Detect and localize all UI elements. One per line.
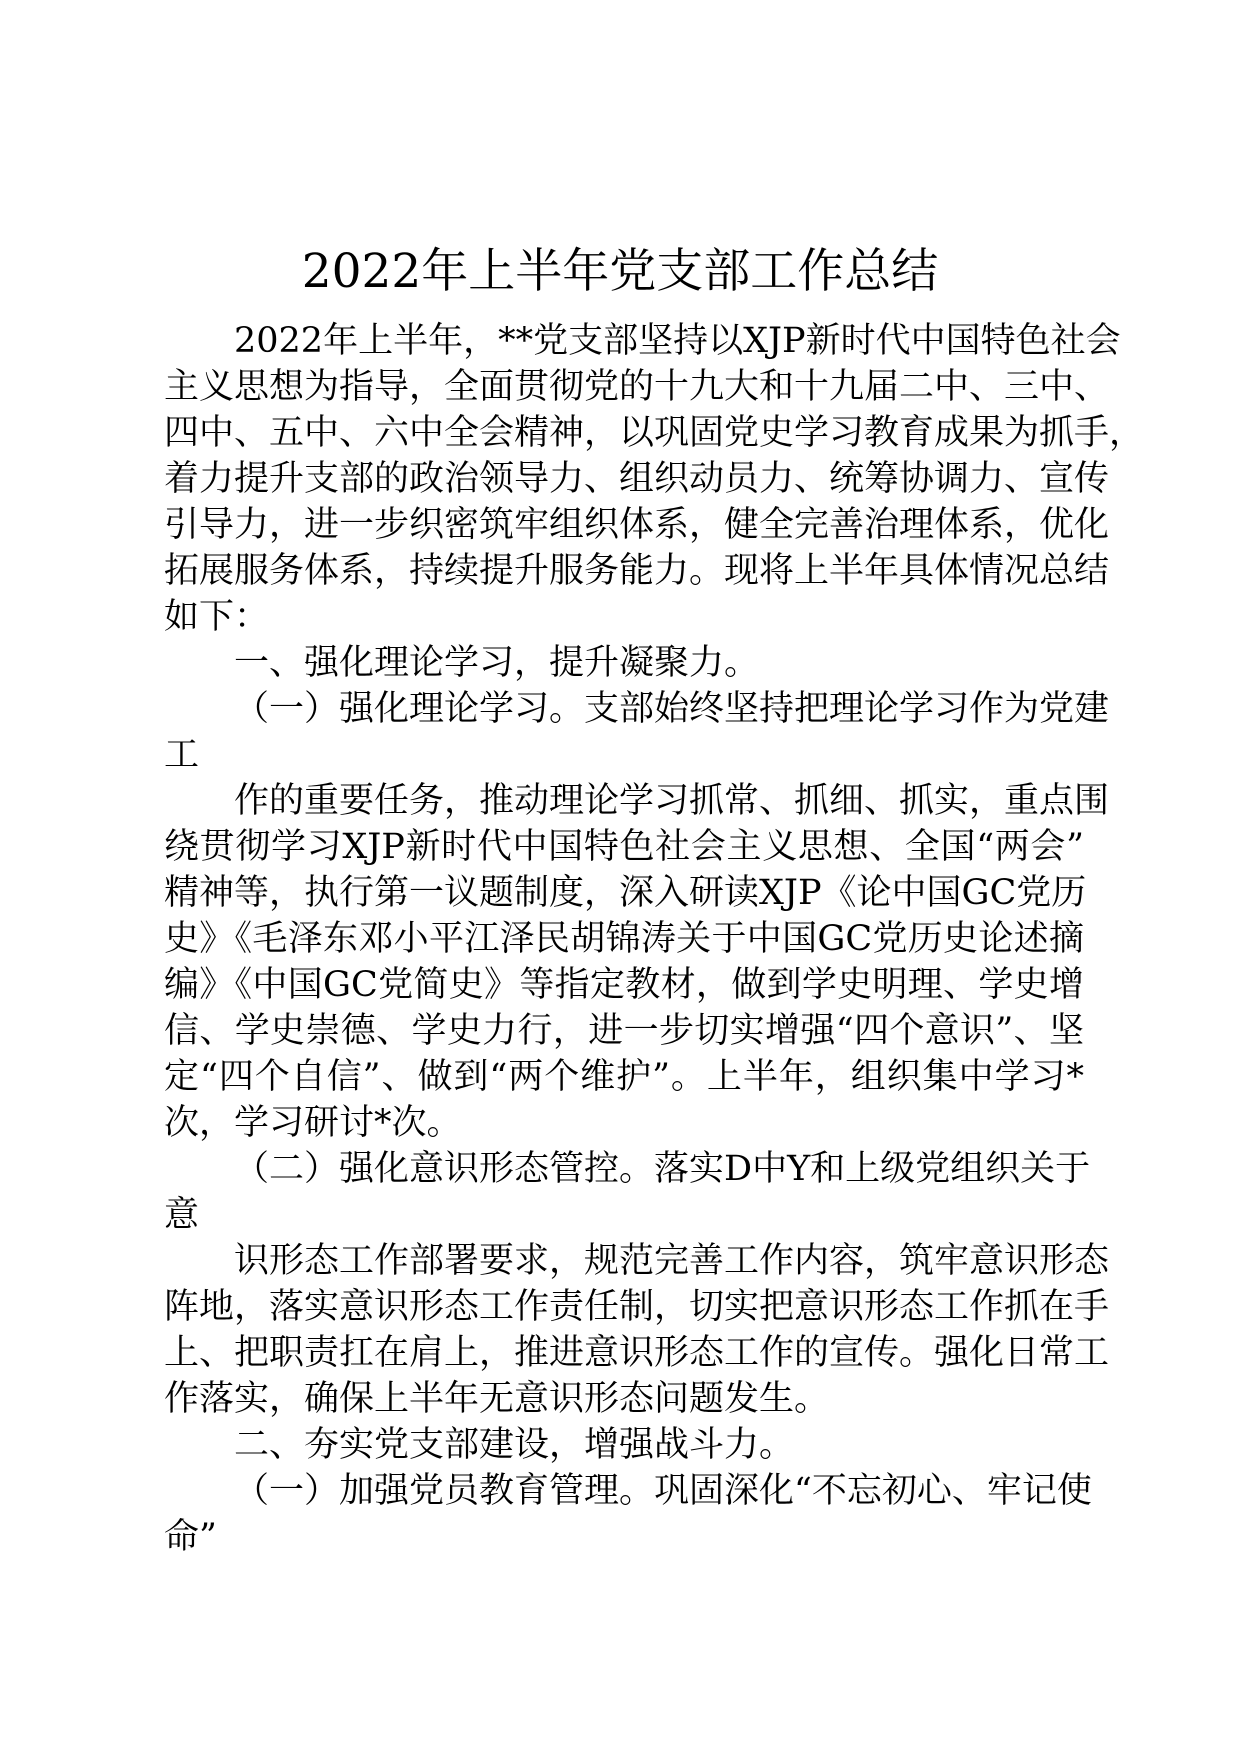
body-text-line: 上、把职责扛在肩上，推进意识形态工作的宣传。强化日常工 — [164, 1333, 1110, 1373]
body-text-line: 主义思想为指导，全面贯彻党的十九大和十九届二中、三中、 — [164, 367, 1110, 407]
body-text-line: 信、学史崇德、学史力行，进一步切实增强“四个意识”、坚 — [164, 1011, 1084, 1051]
body-text-line: 如下： — [164, 597, 270, 637]
body-text-line: 一、强化理论学习，提升凝聚力。 — [234, 643, 760, 683]
body-text-line: 工 — [164, 735, 200, 775]
body-text-line: 四中、五中、六中全会精神，以巩固党史学习教育成果为抓手， — [164, 413, 1145, 453]
body-text-line: 命” — [164, 1517, 217, 1557]
body-text-line: （二）强化意识形态管控。落实D中Y和上级党组织关于 — [234, 1149, 1091, 1189]
body-text-line: 着力提升支部的政治领导力、组织动员力、统筹协调力、宣传 — [164, 459, 1110, 499]
body-text-line: 绕贯彻学习XJP新时代中国特色社会主义思想、全国“两会” — [164, 827, 1084, 867]
body-text-line: 次，学习研讨*次。 — [164, 1103, 462, 1143]
body-text-line: 二、夯实党支部建设，增强战斗力。 — [234, 1425, 795, 1465]
body-text-line: 引导力，进一步织密筑牢组织体系，健全完善治理体系，优化 — [164, 505, 1110, 545]
body-text-line: 史》《毛泽东邓小平江泽民胡锦涛关于中国GC党历史论述摘 — [164, 919, 1084, 959]
body-text-line: 定“四个自信”、做到“两个维护”。上半年，组织集中学习* — [164, 1057, 1084, 1097]
body-text-line: 编》《中国GC党简史》等指定教材，做到学史明理、学史增 — [164, 965, 1084, 1005]
body-text-line: 意 — [164, 1195, 200, 1235]
body-text-line: 作的重要任务，推动理论学习抓常、抓细、抓实，重点围 — [234, 781, 1110, 821]
body-text-line: 作落实，确保上半年无意识形态问题发生。 — [164, 1379, 830, 1419]
body-text-line: 拓展服务体系，持续提升服务能力。现将上半年具体情况总结 — [164, 551, 1110, 591]
body-text-line: 2022年上半年，**党支部坚持以XJP新时代中国特色社会 — [234, 321, 1121, 361]
body-text-line: （一）加强党员教育管理。巩固深化“不忘初心、牢记使 — [234, 1471, 1092, 1511]
document-title: 2022年上半年党支部工作总结 — [301, 244, 939, 299]
body-text-line: 识形态工作部署要求，规范完善工作内容，筑牢意识形态 — [234, 1241, 1110, 1281]
document-body — [164, 318, 1145, 1560]
body-text-line: 阵地，落实意识形态工作责任制，切实把意识形态工作抓在手 — [164, 1287, 1110, 1327]
body-text-line: 精神等，执行第一议题制度，深入研读XJP《论中国GC党历 — [164, 873, 1087, 913]
body-text-line: （一）强化理论学习。支部始终坚持把理论学习作为党建 — [234, 689, 1110, 729]
